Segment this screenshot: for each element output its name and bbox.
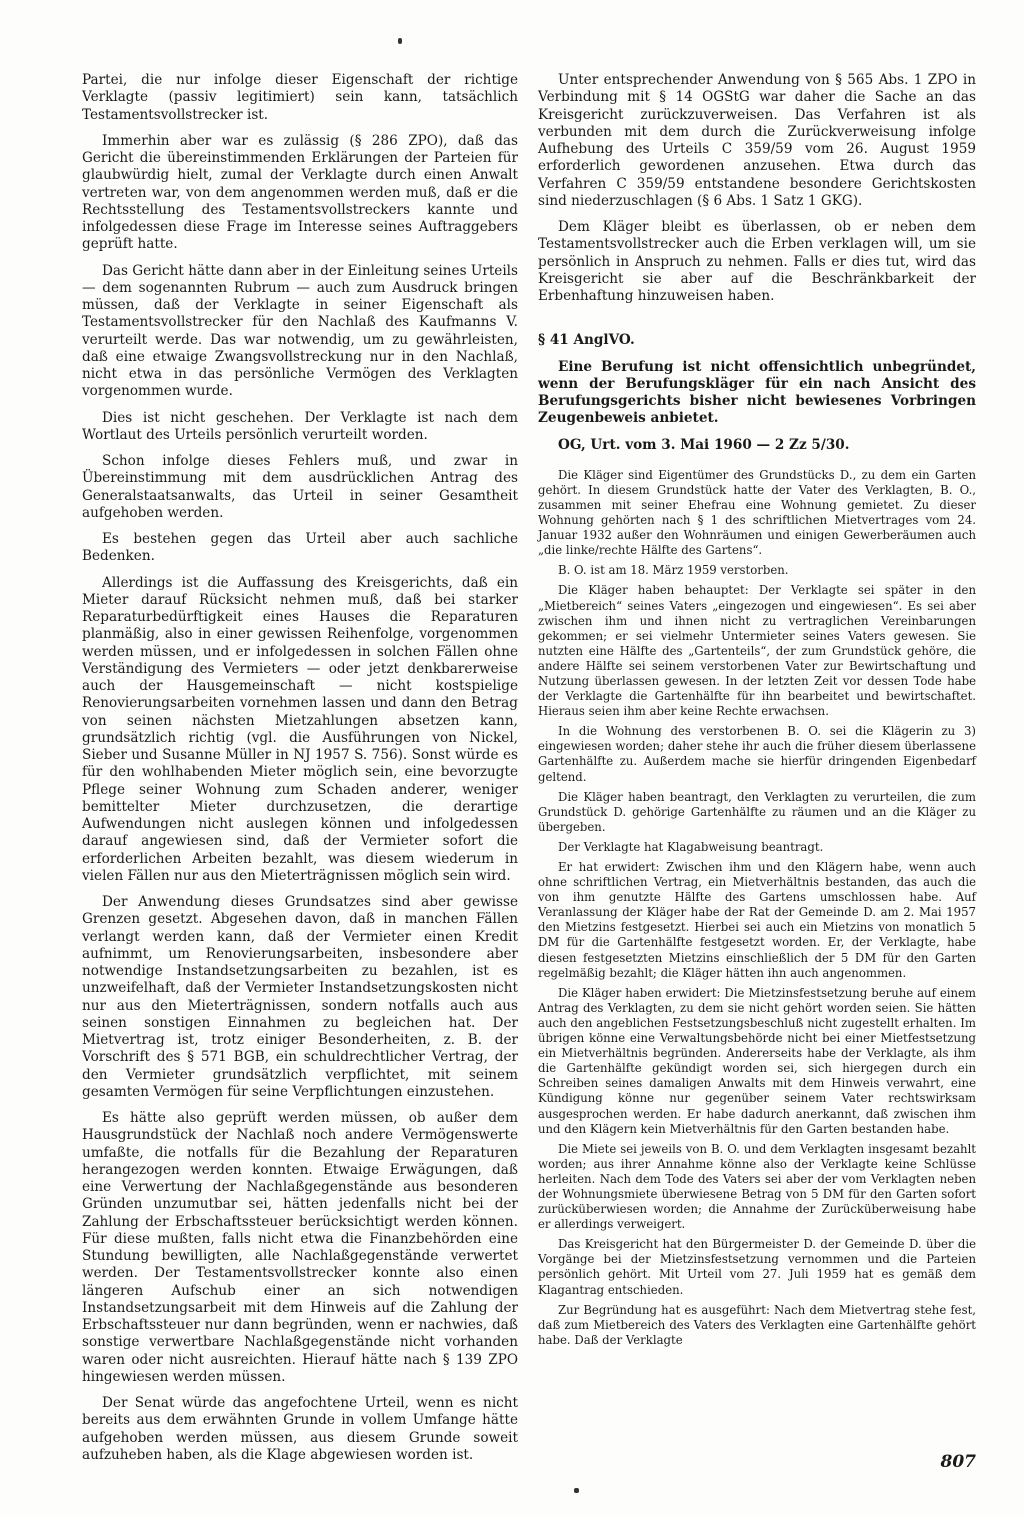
- paragraph: B. O. ist am 18. März 1959 verstorben.: [558, 563, 789, 578]
- paragraph: Unter entsprechender Anwendung von § 565 Abs. 1 ZPO in Verbindung mit § 14 OGStG war daher die Sache an das Kreisgericht zurückzuverweisen. Das Verfahren ist als verbunden mit dem durch die Zurückverweisung infolge Aufhebung des Urteils C 359/59 vom 26. August 1959 erforderlich gewordenen anzusehen. Etwa durch das Verfahren C 359/59 entstandene besondere Gerichtskosten sind niederzuschlagen (§ 6 Abs. 1 Satz 1 GKG).: [538, 72, 976, 209]
- paragraph: Der Verklagte hat Klagabweisung beantragt.: [558, 839, 824, 854]
- section-spacer: [538, 314, 976, 332]
- paragraph: Es hätte also geprüft werden müssen, ob außer dem Hausgrundstück der Nachlaß noch andere Vermögenswerte umfaßte, die notfalls für die Bezahlung der Reparaturen herangezogen werden konnten. Etwaige Erwägungen, daß eine Verwertung der Nachlaßgegenstände aus besonderen Gründen unzumutbar sei, hätten jedenfalls nicht bei der Zahlung der Erbschaftssteuer berücksichtigt werden können. Für diese mußten, falls nicht etwa die Finanzbehörden eine Stundung bewilligten, alle Nachlaßgegenstände verwertet werden. Der Testamentsvollstrecker konnte also einen längeren Aufschub einer an sich notwendigen Instandsetzungsarbeit mit dem Hinweis auf die Zahlung der Erbschaftssteuer nur dann begründen, wenn er nachwies, daß sonstige verwertbare Nachlaßgegenstände nicht vorhanden waren oder nicht ausreichten. Hierauf hätte nach § 139 ZPO hingewiesen werden müssen.: [82, 1110, 518, 1385]
- page-number: 807: [940, 1452, 976, 1472]
- paragraph: Der Senat würde das angefochtene Urteil, wenn es nicht bereits aus dem erwähnten Grunde in vollem Umfange hätte aufgehoben werden müssen, aus diesem Grunde soweit aufzuheben haben, als die Klage abgewiesen worden ist.: [82, 1395, 518, 1463]
- paragraph: Die Kläger haben beantragt, den Verklagten zu verurteilen, die zum Grundstück D. gehörige Gartenhälfte zu räumen und an die Kläger zu übergeben.: [538, 789, 976, 834]
- paragraph: Das Kreisgericht hat den Bürgermeister D. der Gemeinde D. über die Vorgänge bei der Mietzinsfestsetzung vernommen und die Parteien persönlich gehört. Mit Urteil vom 27. Juli 1959 hat es gemäß dem Klagantrag entschieden.: [538, 1237, 976, 1297]
- right-column: [538, 72, 976, 1353]
- paragraph: Dies ist nicht geschehen. Der Verklagte ist nach dem Wortlaut des Urteils persönlich verurteilt worden.: [82, 409, 518, 443]
- print-speck: [574, 1488, 579, 1493]
- case-citation: OG, Urt. vom 3. Mai 1960 — 2 Zz 5/30.: [558, 436, 850, 453]
- paragraph: Partei, die nur infolge dieser Eigenschaft der richtige Verklagte (passiv legitimiert) sein kann, tatsächlich Testamentsvollstrecker ist.: [82, 72, 518, 123]
- paragraph: Allerdings ist die Auffassung des Kreisgerichts, daß ein Mieter darauf Rücksicht nehmen muß, daß bei starker Reparaturbedürftigkeit eines Hauses die Reparaturen planmäßig, also in einer gewissen Reihenfolge, vorgenommen werden müssen, und er infolgedessen in solchen Fällen ohne Verständigung des Vermieters — oder jetzt denkbarerweise auch der Hausgemeinschaft — nicht kostspielige Renovierungsarbeiten vornehmen lassen und dann den Betrag von seinen nächsten Mietzahlungen absetzen kann, grundsätzlich richtig (vgl. die Ausführungen von Nickel, Sieber und Susanne Müller in NJ 1957 S. 756). Sonst würde es für den wohlhabenden Mieter möglich sein, eine bevorzugte Pflege seiner Wohnung zum Schaden anderer, weniger bemittelter Mieter durchzusetzen, die derartige Aufwendungen nicht auslegen können und infolgedessen darauf angewiesen sind, daß der Vermieter sofort die erforderlichen Arbeiten bezahlt, was diesem wiederum in vielen Fällen nur aus den Mieterträgnissen möglich sein wird.: [82, 574, 518, 884]
- paragraph: Die Kläger haben behauptet: Der Verklagte sei später in den „Mietbereich“ seines Vaters „eingezogen und eingewiesen“. Es sei aber zwischen ihm und ihnen nicht zu vertraglichen Vereinbarungen gekommen; er sei vielmehr Untermieter seines Vaters gewesen. Sie nutzten eine Hälfte des „Gartenteils“, der zum Grundstück gehöre, die andere Hälfte sei seinem verstorbenen Vater zur Bewirtschaftung und Nutzung überlassen gewesen. In der letzten Zeit vor dessen Tode habe der Verklagte die Gartenhälfte für ihn bearbeitet und bewirtschaftet. Hieraus seien ihm aber keine Rechte erwachsen.: [538, 583, 976, 719]
- left-column: [82, 72, 518, 1473]
- paragraph: Die Kläger sind Eigentümer des Grundstücks D., zu dem ein Garten gehört. In diesem Grundstück hatte der Vater des Verklagten, B. O., zusammen mit seiner Ehefrau eine Wohnung gemietet. Zu dieser Wohnung gehörten nach § 1 des schriftlichen Mietvertrages vom 24. Januar 1932 außer den Wohnräumen und einigen Gewerberäumen auch „die linke/rechte Hälfte des Gartens“.: [538, 467, 976, 558]
- paragraph: In die Wohnung des verstorbenen B. O. sei die Klägerin zu 3) eingewiesen worden; daher stehe ihr auch die früher diesem überlassene Gartenhälfte zu. Außerdem mache sie hierfür dringenden Eigenbedarf geltend.: [538, 724, 976, 784]
- print-speck: [398, 38, 402, 44]
- paragraph: Immerhin aber war es zulässig (§ 286 ZPO), daß das Gericht die übereinstimmenden Erklärungen der Parteien für glaubwürdig hielt, zumal der Verklagte durch einen Anwalt vertreten war, von dem angenommen werden muß, daß er die Rechtsstellung des Testamentsvollstreckers kannte und infolgedessen diese Frage im Interesse seines Auftraggebers geprüft hatte.: [82, 132, 518, 253]
- paragraph: Dem Kläger bleibt es überlassen, ob er neben dem Testamentsvollstrecker auch die Erben verklagen will, um sie persönlich in Anspruch zu nehmen. Falls er dies tut, wird das Kreisgericht sie aber auf die Beschränkbarkeit der Erbenhaftung hinzuweisen haben.: [538, 219, 976, 304]
- paragraph: Er hat erwidert: Zwischen ihm und den Klägern habe, wenn auch ohne schriftlichen Vertrag, ein Mietverhältnis bestanden, das auch die von ihm genutzte Hälfte des Gartens umschlossen habe. Auf Veranlassung der Kläger habe der Rat der Gemeinde D. am 2. Mai 1957 den Mietzins festgesetzt. Hierbei sei auch ein Mietzins von monatlich 5 DM für die Gartenhälfte festgesetzt worden. Er, der Verklagte, habe diesen festgesetzten Mietzins einschließlich der 5 DM für den Garten regelmäßig bezahlt; die Kläger hätten ihn auch angenommen.: [538, 860, 976, 980]
- paragraph: Das Gericht hätte dann aber in der Einleitung seines Urteils — dem sogenannten Rubrum — auch zum Ausdruck bringen müssen, daß der Verklagte in seiner Eigenschaft als Testamentsvollstrecker für den Nachlaß des Kaufmanns V. verurteilt werde. Das war notwendig, um zu gewährleisten, daß eine etwaige Zwangsvollstreckung nur in den Nachlaß, nicht etwa in das persönliche Vermögen des Verklagten vorgenommen wurde.: [82, 262, 519, 400]
- paragraph: Der Anwendung dieses Grundsatzes sind aber gewisse Grenzen gesetzt. Abgesehen davon, daß in manchen Fällen verlangt werden kann, daß der Vermieter einen Kredit aufnimmt, um Renovierungsarbeiten, insbesondere aber notwendige Instandsetzungsarbeiten zu bezahlen, ist es unzweifelhaft, daß der Vermieter Instandsetzungskosten nicht nur aus den Mieterträgnissen, sondern notfalls auch aus seinen sonstigen Einnahmen zu begleichen hat. Der Mietvertrag ist, trotz einiger Besonderheiten, z. B. der Vorschrift des § 571 BGB, ein schuldrechtlicher Vertrag, der den Vermieter grundsätzlich verpflichtet, mit seinem gesamten Vermögen für seine Verpflichtungen einzustehen.: [82, 894, 518, 1100]
- paragraph: Zur Begründung hat es ausgeführt: Nach dem Mietvertrag stehe fest, daß zum Mietbereich des Vaters des Verklagten eine Gartenhälfte gehört habe. Daß der Verklagte: [538, 1302, 976, 1347]
- headnote-summary: Eine Berufung ist nicht offensichtlich unbegründet, wenn der Berufungskläger für ein nach Ansicht des Berufungsgerichts bisher nicht bewiesenes Vorbringen Zeugenbeweis anbietet.: [538, 358, 976, 427]
- paragraph: Schon infolge dieses Fehlers muß, und zwar in Übereinstimmung mit dem ausdrücklichen Antrag des Generalstaatsanwalts, das Urteil in seiner Gesamtheit aufgehoben werden.: [82, 453, 518, 521]
- paragraph: Es bestehen gegen das Urteil aber auch sachliche Bedenken.: [82, 531, 518, 565]
- paragraph: Die Miete sei jeweils von B. O. und dem Verklagten insgesamt bezahlt worden; aus ihrer Annahme könne also der Verklagte keine Schlüsse herleiten. Nach dem Tode des Vaters sei aber der vom Verklagten neben der Wohnungsmiete überwiesene Betrag von 5 DM für den Garten sofort zurücküberwiesen worden; die Annahme der Zurücküberweisung habe er allerdings verweigert.: [538, 1141, 976, 1232]
- section-heading: § 41 AnglVO.: [538, 332, 635, 349]
- paragraph: Die Kläger haben erwidert: Die Mietzinsfestsetzung beruhe auf einem Antrag des Verklagten, zu dem sie nicht gehört worden seien. Sie hätten auch den angeblichen Festsetzungsbeschluß nicht zugestellt erhalten. Im übrigen könne eine Verwaltungsbehörde nicht bei einer Mietfestsetzung ein Mietverhältnis begründen. Andererseits habe der Verklagte, als ihm die Gartenhälfte gekündigt worden sei, sich hiergegen durch ein Schreiben seines damaligen Anwalts mit dem Hinweis verwahrt, eine Kündigung könne nur gegenüber seinem Vater rechtswirksam ausgesprochen werden. Er habe dadurch anerkannt, daß zwischen ihm und den Klägern kein Mietverhältnis für den Garten bestanden habe.: [538, 985, 976, 1136]
